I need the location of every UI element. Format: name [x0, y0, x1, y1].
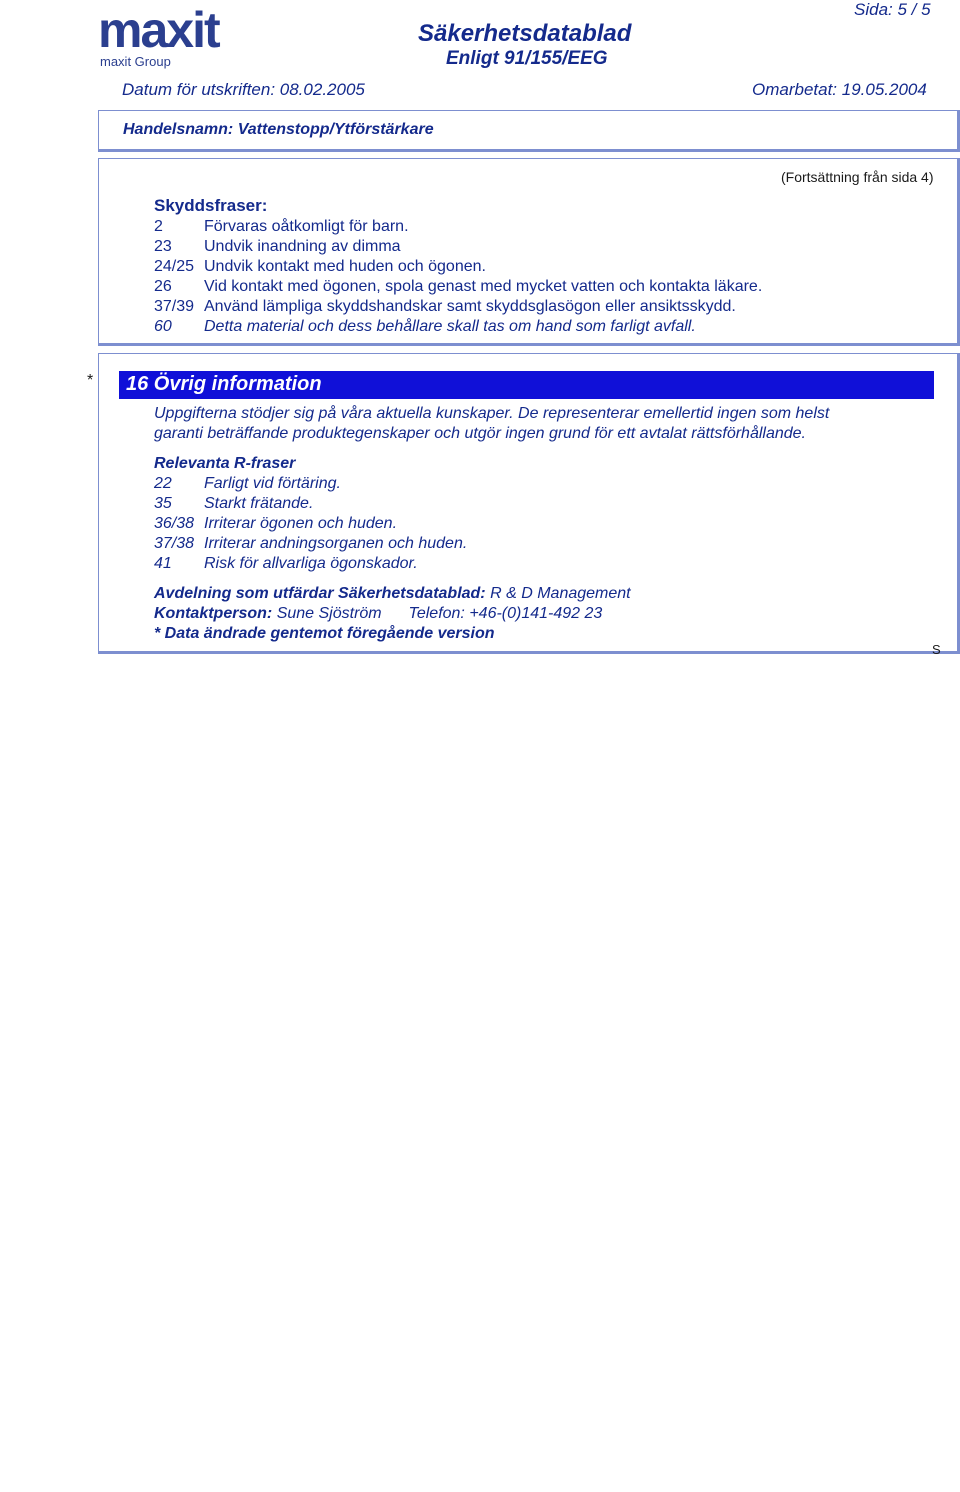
department-value: R & D Management: [490, 585, 631, 602]
phrase-code: 26: [154, 278, 172, 295]
page-number: Sida: 5 / 5: [854, 0, 931, 19]
phrase-code: 24/25: [154, 258, 195, 275]
phrase-text: Förvaras oåtkomligt för barn.: [204, 218, 409, 235]
r-text: Irriterar andningsorganen och huden.: [204, 535, 468, 552]
r-code: 36/38: [154, 515, 195, 532]
safety-phrases-box: [98, 158, 960, 346]
r-text: Farligt vid förtäring.: [204, 475, 341, 492]
r-text: Irriterar ögonen och huden.: [204, 515, 398, 532]
changed-data-note: * Data ändrade gentemot föregående version: [154, 625, 495, 642]
r-code: 41: [154, 555, 172, 572]
trade-name: Handelsnamn: Vattenstopp/Ytförstärkare: [123, 121, 434, 138]
logo-word: maxit: [98, 2, 219, 58]
r-text: Starkt frätande.: [204, 495, 314, 512]
print-date: Datum för utskriften: 08.02.2005: [122, 80, 365, 99]
contact-label: Kontaktperson:: [154, 605, 273, 622]
section-title: 16 Övrig information: [126, 373, 322, 395]
contact-value: Sune Sjöström: [276, 605, 382, 622]
section-header: [119, 371, 934, 399]
continuation-note: (Fortsättning från sida 4): [781, 169, 934, 185]
phrase-text: Använd lämpliga skyddshandskar samt skyddsglasögon eller ansiktsskydd.: [204, 298, 736, 315]
document-subtitle: Enligt 91/155/EEG: [446, 48, 608, 69]
phone-value: +46-(0)141-492 23: [469, 605, 603, 622]
issuing-department: [154, 584, 631, 604]
safety-phrases-heading: Skyddsfraser:: [154, 196, 268, 215]
logo-group: maxit Group: [100, 54, 171, 69]
document-title: Säkerhetsdatablad: [418, 20, 632, 47]
r-code: 37/38: [154, 535, 195, 552]
company-logo: [98, 2, 258, 72]
changed-marker: *: [87, 372, 94, 389]
revised-date: Omarbetat: 19.05.2004: [752, 80, 927, 99]
trade-name-box: [98, 110, 960, 152]
intro-line-1: Uppgifterna stödjer sig på våra aktuella kunskaper. De representerar emellertid ingen som helst: [154, 405, 830, 422]
section-16-box: [98, 353, 960, 654]
phrase-code: 2: [154, 218, 163, 235]
phrase-text: Vid kontakt med ögonen, spola genast med mycket vatten och kontakta läkare.: [204, 278, 763, 295]
phrase-code: 60: [154, 318, 172, 335]
r-code: 22: [154, 475, 172, 492]
phrase-code: 23: [154, 238, 172, 255]
phrase-code: 37/39: [154, 298, 195, 315]
phrase-text: Detta material och dess behållare skall tas om hand som farligt avfall.: [204, 318, 696, 335]
r-code: 35: [154, 495, 172, 512]
r-phrases-heading: Relevanta R-fraser: [154, 455, 296, 472]
phrase-text: Undvik inandning av dimma: [204, 238, 401, 255]
s-mark: S: [932, 642, 941, 657]
department-label: Avdelning som utfärdar Säkerhetsdatablad:: [154, 585, 486, 602]
contact-line: [154, 604, 602, 624]
intro-line-2: garanti beträffande produktegenskaper och utgör ingen grund för ett avtalat rättsförhållande.: [154, 425, 806, 442]
phone-label: Telefon:: [408, 605, 465, 622]
r-text: Risk för allvarliga ögonskador.: [204, 555, 418, 572]
phrase-text: Undvik kontakt med huden och ögonen.: [204, 258, 486, 275]
